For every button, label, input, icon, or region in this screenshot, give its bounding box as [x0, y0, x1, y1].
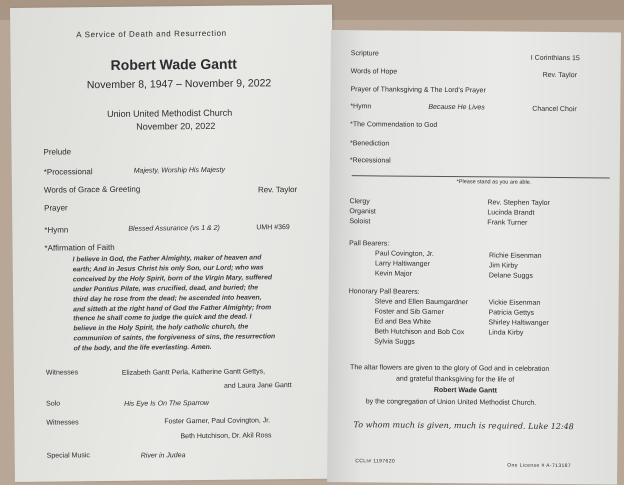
solo-label: Solo: [46, 400, 61, 408]
church-name: Union United Methodist Church: [107, 107, 233, 119]
clergy-name: Rev. Stephen Taylor: [487, 199, 550, 207]
stand-note: *Please stand as you are able.: [456, 179, 532, 186]
witnesses2-names-line1: Foster Garner, Paul Covington, Jr.: [164, 417, 271, 426]
recessional-label: *Recessional: [349, 157, 391, 165]
honorary-pall-bearer: Patricia Gettys: [488, 309, 535, 317]
prayer-label: Prayer: [44, 203, 68, 213]
organist-label: Organist: [349, 208, 376, 216]
license-number: One License # A-713187: [507, 462, 572, 470]
honorary-pall-bearer: Ed and Bea White: [374, 318, 431, 326]
altar-honoree-name: Robert Wade Gantt: [433, 386, 498, 395]
pall-bearers-label: Pall Bearers:: [349, 240, 390, 248]
clergy-label: Clergy: [349, 198, 370, 206]
prelude-label: Prelude: [43, 147, 72, 157]
pall-bearer: Kevin Major: [374, 270, 412, 278]
hymn-label: *Hymn: [350, 103, 372, 111]
prayer-thanksgiving: Prayer of Thanksgiving & The Lord's Prayer: [350, 86, 486, 95]
pall-bearer: Delane Suggs: [488, 272, 533, 280]
processional-label: *Processional: [43, 167, 93, 177]
commendation-label: *The Commendation to God: [350, 121, 438, 129]
creed-line: communion of saints, the forgiveness of sins, the resurrection: [73, 333, 276, 343]
deceased-name: Robert Wade Gantt: [110, 55, 237, 73]
pall-bearer: Paul Covington, Jr.: [375, 250, 434, 258]
benediction-label: *Benediction: [349, 140, 390, 148]
organist-name: Lucinda Brandt: [487, 209, 535, 217]
special-music-label: Special Music: [46, 452, 90, 460]
pall-bearer: Richie Eisenman: [489, 252, 542, 260]
soloist-name: Frank Turner: [487, 219, 528, 227]
witnesses2-names-line2: Beth Hutchison, Dr. Akil Ross: [180, 432, 272, 441]
processional-title: Majesty, Worship His Majesty: [133, 166, 226, 175]
honorary-pall-bearer: Steve and Ellen Baumgardner: [374, 298, 469, 307]
special-music-title: River in Judea: [140, 452, 186, 460]
altar-text-line3: by the congregation of Union United Methodist Church.: [365, 398, 537, 407]
creed-line: thence he shall come to judge the quick and the dead. I: [73, 313, 252, 323]
creed-line: conceived by the Holy Spirit, born of the Virgin Mary, suffered: [72, 274, 273, 284]
creed-line: under Pontius Pilate, was crucified, dead, and buried; the: [72, 284, 259, 294]
hymn-title: Blessed Assurance (vs 1 & 2): [128, 224, 220, 233]
divider-line: [352, 175, 610, 178]
series-title: A Service of Death and Resurrection: [76, 28, 227, 40]
scripture-quote: To whom much is given, much is required. Luke 12:48: [353, 420, 574, 432]
honorary-pall-bearer: Beth Hutchison and Bob Cox: [374, 328, 465, 337]
affirmation-label: *Affirmation of Faith: [44, 242, 115, 253]
creed-line: earth; And in Jesus Christ his only Son, our Lord; who was: [72, 264, 264, 274]
life-dates: November 8, 1947 – November 9, 2022: [86, 77, 272, 92]
creed-line: third day he rose from the dead; he ascended into heaven,: [73, 294, 262, 303]
altar-text-line2: and grateful thanksgiving for the life of: [395, 375, 515, 384]
words-of-grace-label: Words of Grace & Greeting: [43, 184, 141, 195]
witnesses2-label: Witnesses: [46, 419, 79, 427]
creed-line: I believe in God, the Father Almighty, maker of heaven and: [72, 254, 262, 264]
altar-text-line1: The altar flowers are given to the glory of God and in celebration: [350, 364, 550, 373]
service-date: November 20, 2022: [136, 120, 216, 132]
honorary-pall-bearer: Shirley Haltiwanger: [488, 319, 549, 327]
solo-title: His Eye Is On The Sparrow: [124, 399, 210, 408]
creed-line: of the body, and the life everlasting. Amen.: [73, 344, 212, 353]
pall-bearer: Jim Kirby: [488, 262, 518, 270]
words-of-grace-leader: Rev. Taylor: [257, 185, 298, 195]
pall-bearer: Larry Haltiwanger: [374, 260, 430, 268]
creed-line: and sitteth at the right hand of God the Father Almighty; from: [73, 303, 272, 313]
witnesses-names-line1: Elizabeth Gantt Perla, Katherine Gantt Gettys,: [121, 368, 266, 377]
creed-line: believe in the Holy Spirit, the holy catholic church, the: [73, 323, 249, 333]
scripture-label: Scripture: [350, 50, 379, 58]
witnesses-names-line2: and Laura Jane Gantt: [223, 382, 292, 390]
honorary-pall-bearer: Foster and Sib Garner: [374, 308, 444, 316]
honorary-pall-bearer: Sylvia Suggs: [374, 338, 415, 346]
soloist-label: Soloist: [349, 218, 371, 226]
affirmation-text: [73, 253, 314, 355]
ccli-number: CCLI# 1197620: [355, 458, 396, 465]
honorary-pall-bearer: Linda Kirby: [488, 329, 524, 337]
hymn-number: UMH #369: [256, 224, 290, 232]
hymn-title: Because He Lives: [428, 103, 485, 112]
bulletin-right-page: [327, 30, 621, 485]
bulletin-left-page: [10, 5, 337, 482]
honorary-pall-bearer: Vickie Eisenman: [488, 299, 541, 307]
hymn-performer: Chancel Choir: [532, 105, 577, 114]
hymn-label: *Hymn: [44, 225, 69, 235]
words-of-hope-leader: Rev. Taylor: [542, 71, 578, 80]
words-of-hope-label: Words of Hope: [350, 68, 398, 76]
witnesses-label: Witnesses: [45, 369, 79, 377]
scripture-reference: I Corinthians 15: [530, 54, 580, 63]
honorary-pall-bearers-label: Honorary Pall Bearers:: [348, 288, 420, 296]
